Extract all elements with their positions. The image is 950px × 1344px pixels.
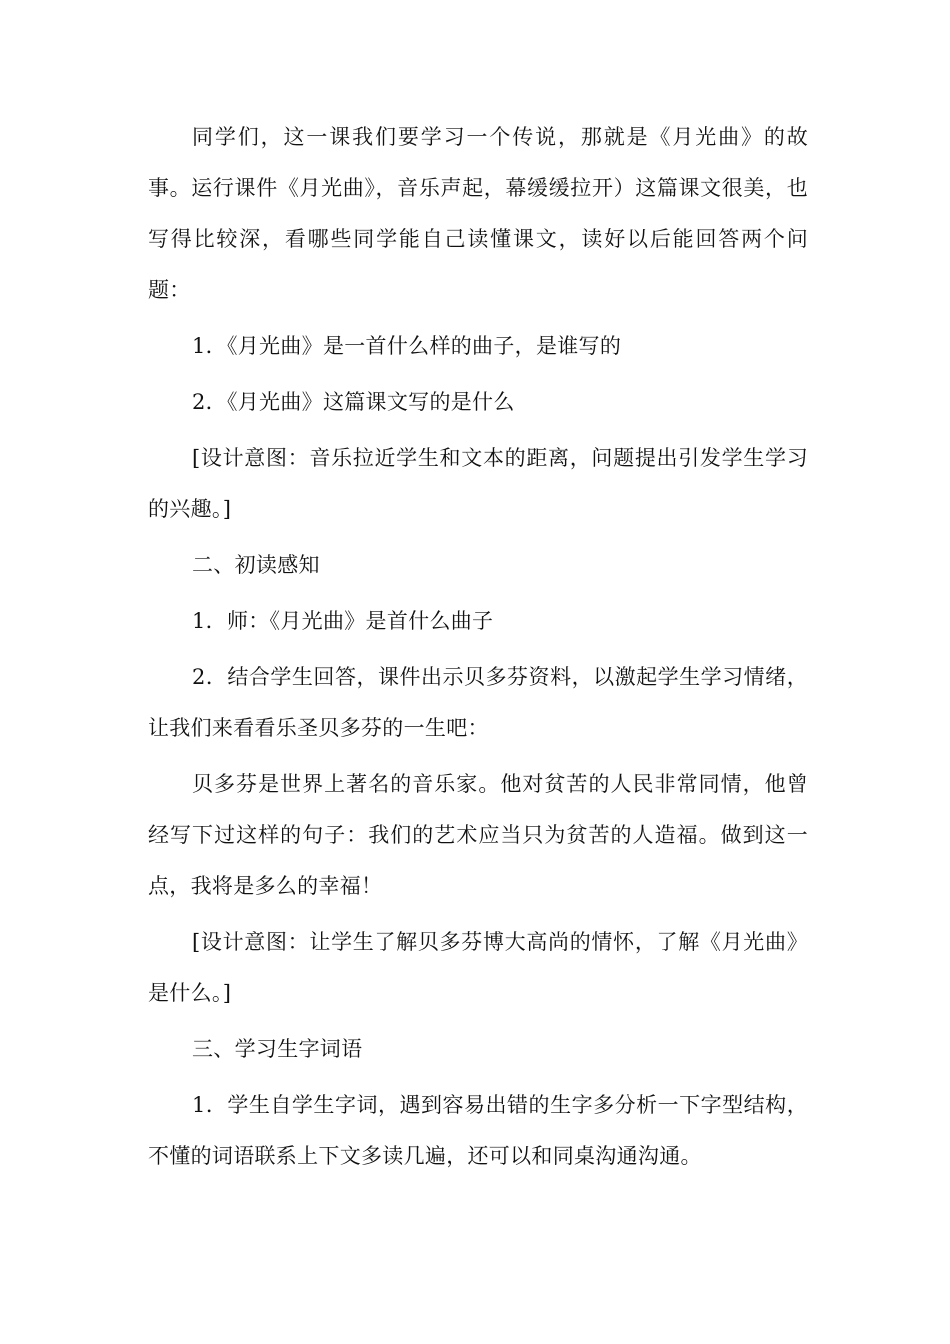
question-2: 2．《月光曲》这篇课文写的是什么 xyxy=(192,390,515,414)
design-intent-1: [设计意图：音乐拉近学生和文本的距离，问题提出引发学生学习的兴趣。] xyxy=(148,446,808,521)
document-body xyxy=(148,112,808,1187)
step-1: 1．师：《月光曲》是首什么曲子 xyxy=(192,609,494,633)
question-1: 1．《月光曲》是一首什么样的曲子，是谁写的 xyxy=(192,334,622,358)
design-intent-2: [设计意图：让学生了解贝多芬博大高尚的情怀，了解《月光曲》是什么。] xyxy=(148,930,808,1005)
section-heading-3: 三、学习生字词语 xyxy=(192,1037,363,1061)
paragraph-intro: 同学们，这一课我们要学习一个传说，那就是《月光曲》的故事。运行课件《月光曲》，音乐声起，幕缓缓拉开）这篇课文很美，也写得比较深，看哪些同学能自己读懂课文，读好以后能回答两个问题： xyxy=(148,125,808,302)
step-3: 1．学生自学生字词，遇到容易出错的生字多分析一下字型结构，不懂的词语联系上下文多读几遍，还可以和同桌沟通沟通。 xyxy=(148,1093,808,1168)
step-2: 2．结合学生回答，课件出示贝多芬资料，以激起学生学习情绪，让我们来看看乐圣贝多芬的一生吧： xyxy=(148,665,808,740)
section-heading-2: 二、初读感知 xyxy=(192,553,320,577)
beethoven-info: 贝多芬是世界上著名的音乐家。他对贫苦的人民非常同情，他曾经写下过这样的句子：我们的艺术应当只为贫苦的人造福。做到这一点，我将是多么的幸福！ xyxy=(148,772,808,898)
